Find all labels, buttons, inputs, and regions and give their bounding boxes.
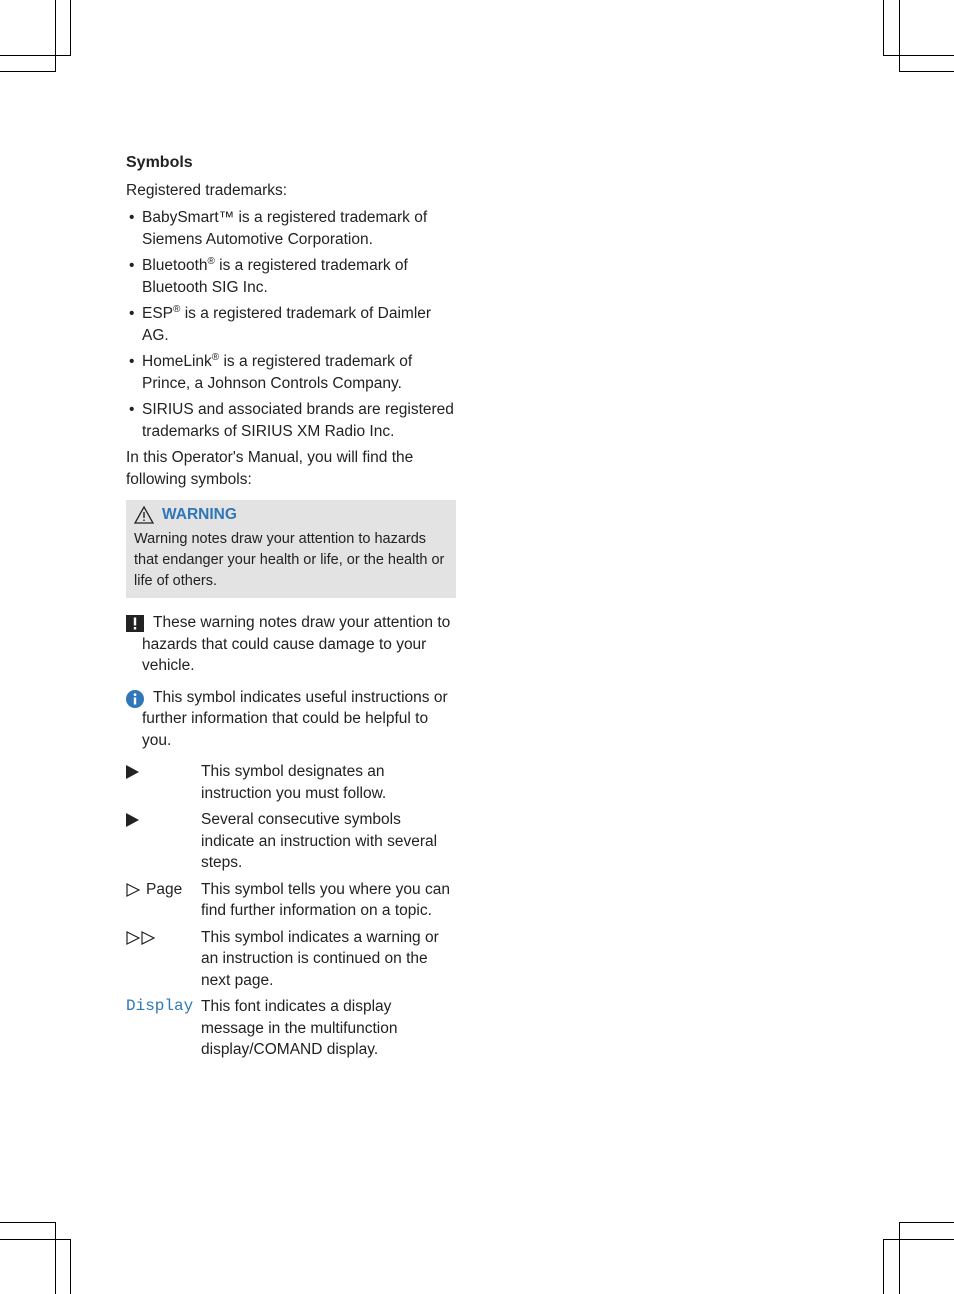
legend-row <box>126 761 456 804</box>
legend-text: Several consecutive symbols indicate an instruction with several steps. <box>201 811 438 871</box>
legend-row <box>126 809 456 874</box>
list-item: • SIRIUS and associated brands are registered trademarks of SIRIUS XM Radio Inc. <box>126 399 456 442</box>
legend-text: This symbol designates an instruction you must follow. <box>201 763 387 802</box>
list-item: • Bluetooth® is a registered trademark of Bluetooth SIG Inc. <box>126 255 456 298</box>
damage-note-text: These warning notes draw your attention to hazards that could cause damage to your vehicle. <box>142 614 451 674</box>
display-font-sample: Display <box>126 997 194 1015</box>
legend-row <box>126 996 456 1061</box>
info-icon <box>126 690 144 708</box>
content-column <box>126 152 456 1066</box>
warning-heading <box>134 504 448 525</box>
page-reference-label: Page <box>146 880 183 898</box>
symbols-intro: In this Operator's Manual, you will find the following symbols: <box>126 449 414 488</box>
filled-arrow-icon <box>126 813 139 827</box>
section-heading: Symbols <box>126 154 193 171</box>
warning-text: Warning notes draw your attention to hazards that endanger your health or life, or the health or life of others. <box>134 531 445 589</box>
damage-note <box>126 612 456 677</box>
filled-arrow-icon <box>126 765 139 779</box>
trademarks-intro: Registered trademarks: <box>126 181 288 199</box>
symbol-legend <box>126 761 456 1061</box>
trademark-list <box>126 207 456 442</box>
list-item: • HomeLink® is a registered trademark of Prince, a Johnson Controls Company. <box>126 351 456 394</box>
legend-text: This symbol indicates a warning or an instruction is continued on the next page. <box>201 928 439 989</box>
list-item: • ESP® is a registered trademark of Daimler AG. <box>126 303 456 346</box>
legend-row <box>126 879 456 922</box>
outline-arrow-icon <box>126 883 140 897</box>
warning-triangle-icon <box>134 506 154 524</box>
info-note-text: This symbol indicates useful instructions or further information that could be helpful to you. <box>142 688 448 749</box>
info-note <box>126 687 456 752</box>
legend-text: This font indicates a display message in the multifunction display/COMAND display. <box>201 998 398 1058</box>
warning-box <box>126 500 456 598</box>
list-item: • BabySmart™ is a registered trademark of Siemens Automotive Corporation. <box>126 207 456 250</box>
legend-row <box>126 927 456 992</box>
double-outline-arrow-icon <box>126 931 156 945</box>
legend-text: This symbol tells you where you can find further information on a topic. <box>201 880 450 919</box>
warning-title: WARNING <box>162 506 237 523</box>
exclamation-icon <box>126 615 144 632</box>
